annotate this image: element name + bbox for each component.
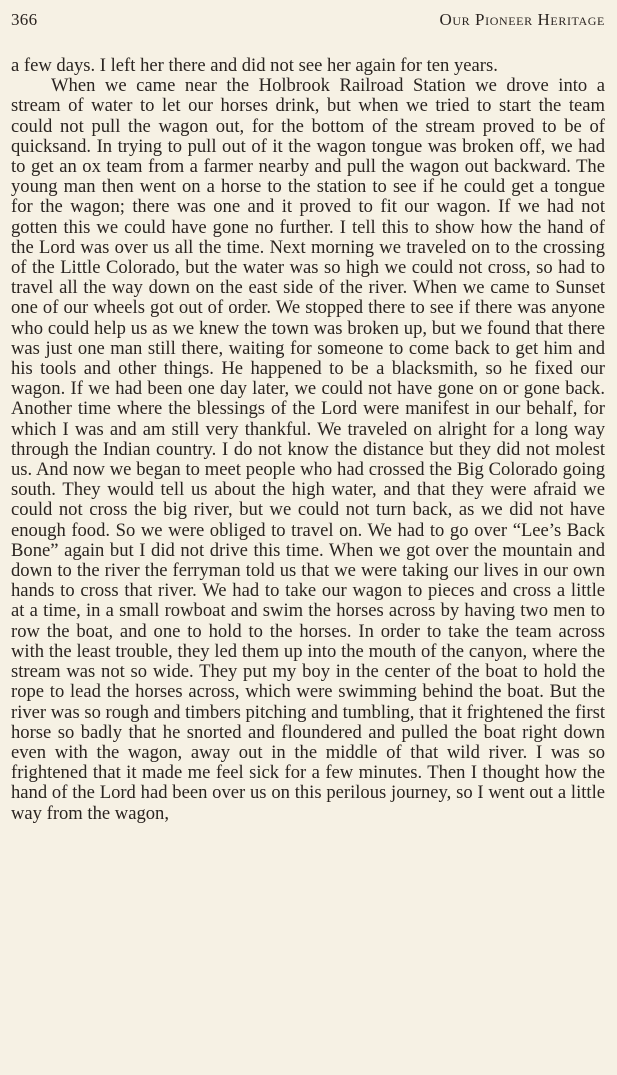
paragraph-continuation: a few days. I left her there and did not see her again for ten years. [11, 55, 498, 76]
running-head [11, 10, 605, 40]
paragraph: When we came near the Holbrook Railroad Station we drove into a stream of water to let our horses drink, but when we tried to start the team could not pull the wagon out, for the bottom of the stream proved to be of quicksand. In trying to pull out of it the wagon tongue was broken off, we had to get an ox team from a farmer nearby and pull the wagon out backward. The young man then went on a horse to the station to see if he could get a tongue for the wagon; there was one and it proved to fit our wagon. If we had not gotten this we could have gone no further. I tell this to show how the hand of the Lord was over us all the time. Next morning we traveled on to the crossing of the Little Colorado, but the water was so high we could not cross, so had to travel all the way down on the east side of the river. When we came to Sunset one of our wheels got out of order. We stopped there to see if there was anyone who could help us as we knew the town was broken up, but we found that there was just one man still there, waiting for someone to come back to get him and his tools and other things. He happened to be a blacksmith, so he fixed our wagon. If we had been one day later, we could not have gone on or gone back. Another time where the blessings of the Lord were manifest in our behalf, for which I was and am still very thankful. We traveled on alright for a long way through the Indian country. I do not know the distance but they did not molest us. And now we began to meet people who had crossed the Big Colorado going south. They would tell us about the high water, and that they were afraid we could not cross the big river, but we could not turn back, as we did not have enough food. So we were obliged to travel on. We had to go over “Lee’s Back Bone” again but I did not drive this time. When we got over the mountain and down to the river the ferryman told us that we were taking our lives in our own hands to cross that river. We had to take our wagon to pieces and cross a little at a time, in a small rowboat and swim the horses across by having two men to row the boat, and one to hold to the horses. In order to take the team across with the least trouble, they led them up into the mouth of the canyon, where the stream was not so wide. They put my boy in the center of the boat to hold the rope to lead the horses across, which were swimming behind the boat. But the river was so rough and timbers pitching and tumbling, that it frightened the first horse so badly that he snorted and floundered and pulled the boat right down even with the wagon, away out in the middle of that wild river. I was so frightened that it made me feel sick for a few minutes. Then I thought how the hand of the Lord had been over us on this perilous journey, so I went out a little way from the wagon, [11, 75, 605, 824]
page-number: 366 [11, 10, 38, 29]
body-text [11, 56, 605, 824]
running-title: Our Pioneer Heritage [439, 10, 605, 29]
